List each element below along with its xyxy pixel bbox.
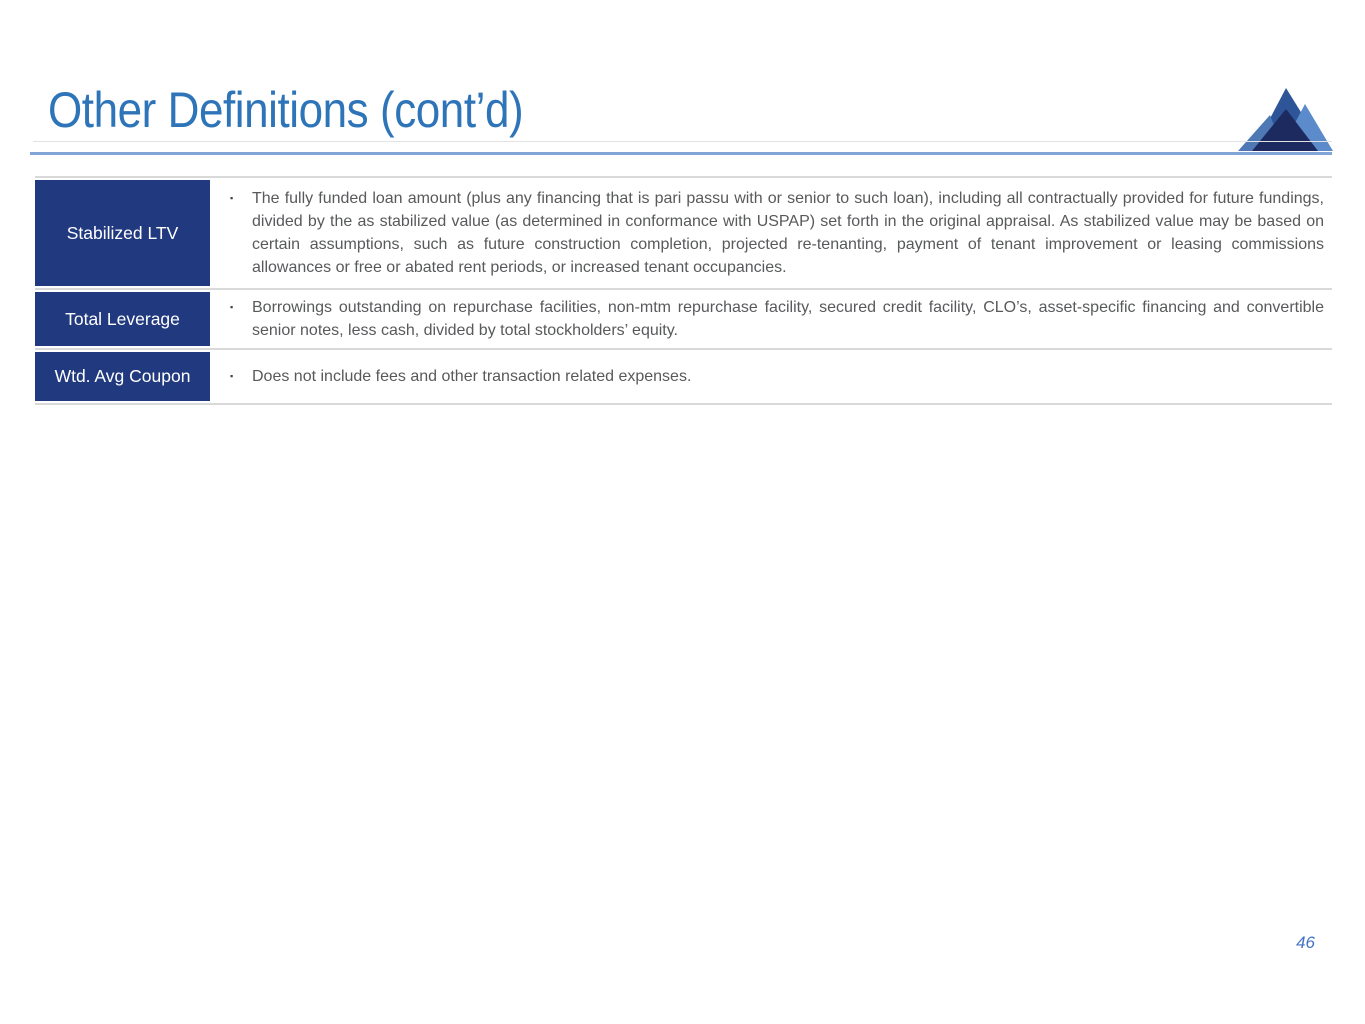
definition-cell — [210, 178, 1332, 288]
page-number: 46 — [1296, 933, 1315, 952]
definition-cell — [210, 290, 1332, 348]
definitions-table — [35, 176, 1332, 405]
definition-text: The fully funded loan amount (plus any financing that is pari passu with or senior to such loan), including all contractually provided for future fundings, divided by the as stabilized value (as determined in conformance with USPAP) set forth in the original appraisal. As stabilized value may be based on certain assumptions, such as future construction completion, projected re-tenanting, payment of tenant improvement or leasing commissions allowances or free or abated rent periods, or increased tenant occupancies. — [252, 190, 1324, 276]
table-row — [35, 350, 1332, 405]
term-cell: Total Leverage — [35, 292, 210, 346]
page-title: Other Definitions (cont’d) — [48, 82, 524, 138]
definition-text: Borrowings outstanding on repurchase facilities, non-mtm repurchase facility, secured credit facility, CLO’s, asset-specific financing and convertible senior notes, less cash, divided by total stockholders’ equity. — [252, 299, 1324, 339]
title-thin-rule — [33, 141, 1332, 142]
bullet-square-icon: ▪ — [230, 371, 234, 381]
bullet-square-icon: ▪ — [230, 193, 234, 203]
term-cell: Wtd. Avg Coupon — [35, 352, 210, 401]
table-row — [35, 178, 1332, 290]
title-blue-underline — [30, 152, 1332, 155]
table-row — [35, 290, 1332, 350]
bullet-square-icon: ▪ — [230, 302, 234, 312]
term-cell: Stabilized LTV — [35, 180, 210, 286]
definition-text: Does not include fees and other transaction related expenses. — [252, 368, 692, 385]
definition-cell — [210, 350, 1332, 403]
